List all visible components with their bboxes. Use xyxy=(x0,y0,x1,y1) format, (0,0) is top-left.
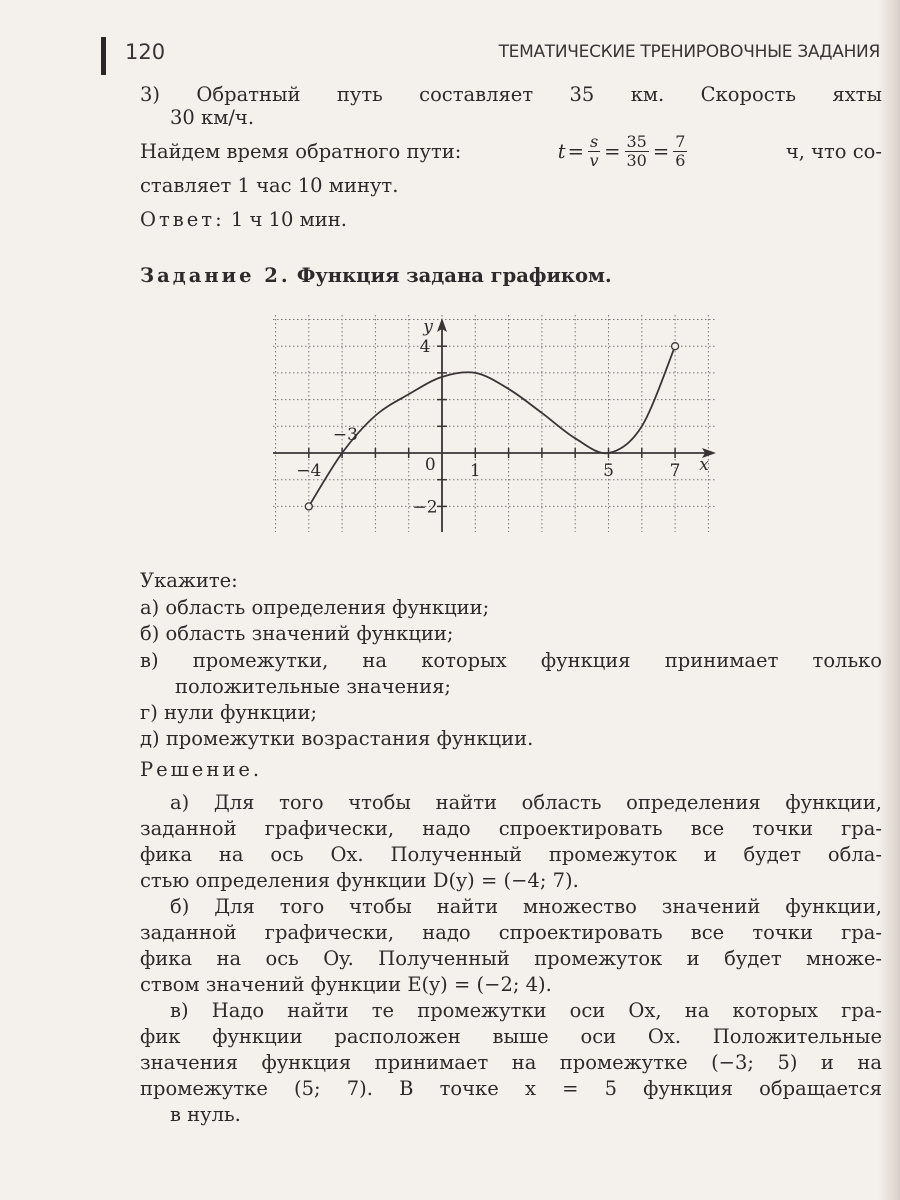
function-curve xyxy=(309,346,675,506)
question-b: б) область значений функции; xyxy=(140,622,454,645)
x-tick-label: −4 xyxy=(296,461,322,481)
item3-line1: 3) Обратный путь составляет 35 км. Скорость яхты xyxy=(140,83,882,106)
x-tick-label: 7 xyxy=(669,461,681,481)
answer-value: 1 ч 10 мин. xyxy=(230,208,347,231)
solution-line: заданной графически, надо спроектировать все точки гра- xyxy=(140,921,882,944)
solution-line: в) Надо найти те промежутки оси Ox, на которых гра- xyxy=(170,999,882,1022)
answer-label: Ответ: xyxy=(140,208,225,231)
formula-t: t xyxy=(557,139,566,163)
x-tick-label: 0 xyxy=(424,455,436,475)
fraction-num: 35 xyxy=(626,132,647,151)
y-axis-label: y xyxy=(423,317,433,337)
fraction-num: 7 xyxy=(675,132,686,151)
formula-eq: = xyxy=(652,139,670,163)
question-d: г) нули функции; xyxy=(140,701,318,724)
fraction-den: 6 xyxy=(675,151,686,170)
formula-eq: = xyxy=(604,139,621,163)
open-endpoint xyxy=(672,343,679,350)
fraction-den: v xyxy=(589,151,599,170)
formula-eq: = xyxy=(567,139,584,163)
solution-line: ством значений функции E(y) = (−2; 4). xyxy=(140,973,552,996)
fraction-num: s xyxy=(589,132,599,151)
solution-line: фик функции расположен выше оси Ox. Положительные xyxy=(140,1025,882,1048)
solution-line: значения функция принимает на промежутке (−3; 5) и на xyxy=(140,1051,882,1074)
open-endpoint xyxy=(305,503,312,510)
solution-label: Решение. xyxy=(140,758,263,781)
solution-line: промежутке (5; 7). В точке x = 5 функция обращается xyxy=(140,1077,882,1100)
question-e: д) промежутки возрастания функции. xyxy=(140,727,534,750)
solution-line: а) Для того чтобы найти область определения функции, xyxy=(170,791,882,814)
item3-line2: 30 км/ч. xyxy=(170,106,255,129)
y-tick-label: −2 xyxy=(412,497,438,518)
page-number: 120 xyxy=(125,40,166,64)
solution-line: в нуль. xyxy=(170,1103,241,1126)
task-text: Функция задана графиком. xyxy=(296,264,612,287)
x-tick-label: 1 xyxy=(469,461,481,481)
solution-line: б) Для того чтобы найти множество значений функции, xyxy=(170,895,882,918)
question-c: в) промежутки, на которых функция принимает только xyxy=(140,649,882,672)
time-tail: ч, что со- xyxy=(785,139,882,163)
function-graph xyxy=(0,0,900,560)
questions-intro: Укажите: xyxy=(140,569,238,592)
x-tick-label: −3 xyxy=(332,425,358,445)
solution-line: фика на ось Ox. Полученный промежуток и будет обла- xyxy=(140,843,882,866)
question-c-cont: положительные значения; xyxy=(175,675,451,698)
fraction-den: 30 xyxy=(626,151,647,170)
solution-line: стью определения функции D(y) = (−4; 7). xyxy=(140,869,579,892)
solution-line: фика на ось Oy. Полученный промежуток и будет множе- xyxy=(140,947,882,970)
x-tick-label: 5 xyxy=(603,461,614,481)
question-a: а) область определения функции; xyxy=(140,596,490,619)
time-line2: ставляет 1 час 10 минут. xyxy=(140,174,399,197)
running-title: ТЕМАТИЧЕСКИЕ ТРЕНИРОВОЧНЫЕ ЗАДАНИЯ xyxy=(498,42,880,62)
time-intro: Найдем время обратного пути: xyxy=(140,139,462,163)
x-axis-label: x xyxy=(699,455,709,475)
task-label: Задание 2. xyxy=(140,264,291,287)
y-tick-label: 4 xyxy=(419,337,431,358)
solution-line: заданной графически, надо спроектировать все точки гра- xyxy=(140,817,882,840)
